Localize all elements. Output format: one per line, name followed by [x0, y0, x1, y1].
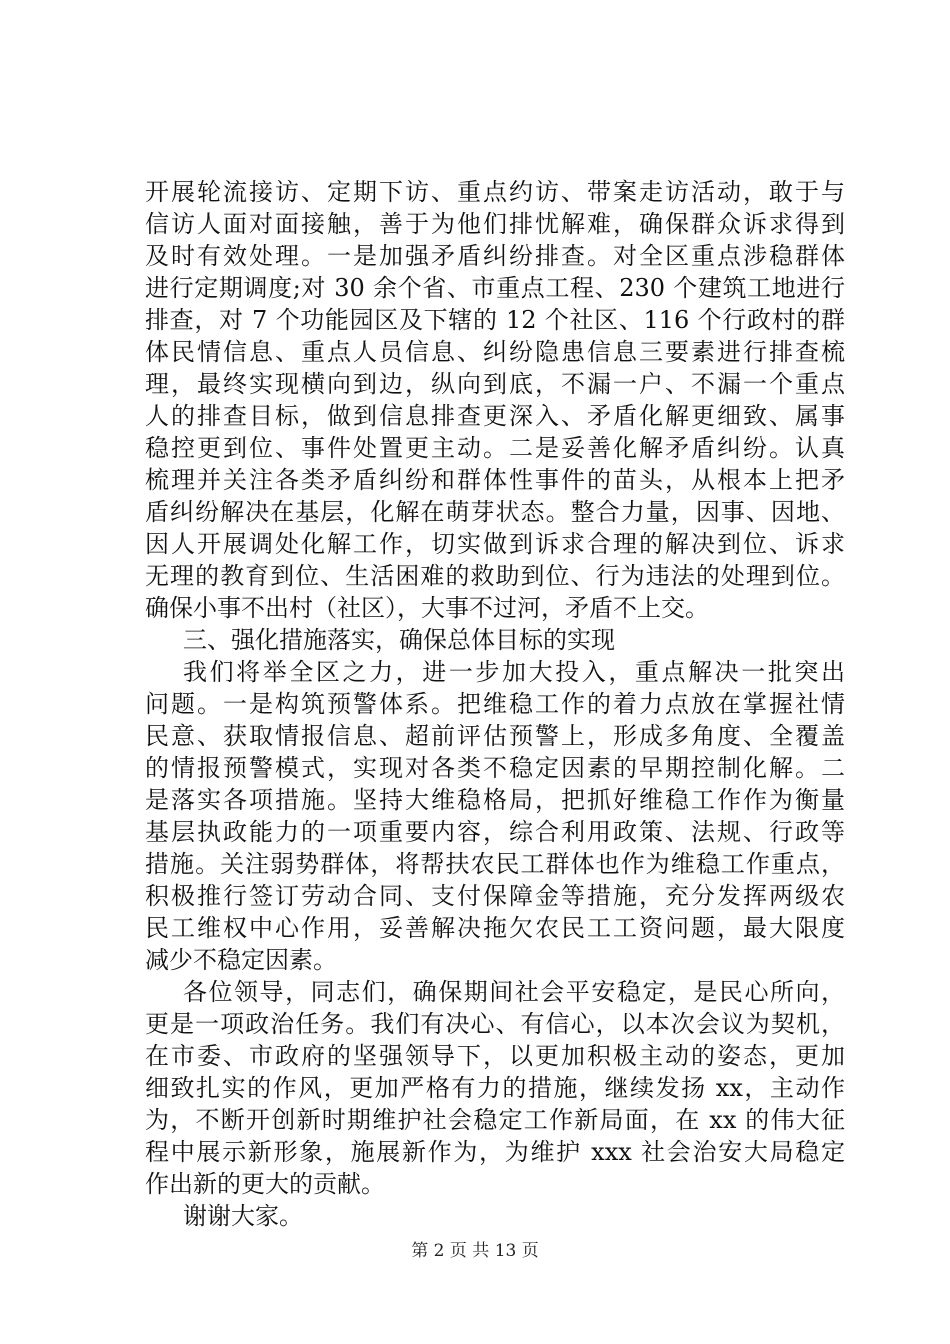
- document-body: [145, 176, 845, 1232]
- text-line: 稳控更到位、事件处置更主动。二是妥善化解矛盾纠纷。认真: [145, 434, 845, 462]
- text-line: 因人开展调处化解工作，切实做到诉求合理的解决到位、诉求: [145, 530, 845, 558]
- text-line: 体民情信息、重点人员信息、纠纷隐患信息三要素进行排查梳: [145, 338, 845, 366]
- text-line: 基层执政能力的一项重要内容，综合利用政策、法规、行政等: [145, 818, 845, 846]
- text-line: 无理的教育到位、生活困难的救助到位、行为违法的处理到位。: [145, 562, 845, 590]
- text-line: 梳理并关注各类矛盾纠纷和群体性事件的苗头，从根本上把矛: [145, 466, 845, 494]
- text-line: 的情报预警模式，实现对各类不稳定因素的早期控制化解。二: [145, 754, 845, 782]
- text-line: 积极推行签订劳动合同、支付保障金等措施，充分发挥两级农: [145, 882, 845, 910]
- text-line: 开展轮流接访、定期下访、重点约访、带案走访活动，敢于与: [145, 178, 845, 206]
- text-line: 细致扎实的作风，更加严格有力的措施，继续发扬 xx，主动作: [145, 1074, 845, 1102]
- text-line: 理，最终实现横向到边，纵向到底，不漏一户、不漏一个重点: [145, 370, 845, 398]
- page-number-footer: 第 2 页 共 13 页: [411, 1241, 539, 1261]
- text-line: 排查，对 7 个功能园区及下辖的 12 个社区、116 个行政村的群: [145, 306, 845, 334]
- text-line: 为，不断开创新时期维护社会稳定工作新局面，在 xx 的伟大征: [145, 1106, 845, 1134]
- text-line: 在市委、市政府的坚强领导下，以更加积极主动的姿态，更加: [145, 1042, 845, 1070]
- text-line: 问题。一是构筑预警体系。把维稳工作的着力点放在掌握社情: [145, 690, 845, 718]
- text-line: 作出新的更大的贡献。: [145, 1170, 385, 1198]
- text-line: 程中展示新形象，施展新作为，为维护 xxx 社会治安大局稳定: [145, 1138, 845, 1166]
- text-line: 盾纠纷解决在基层，化解在萌芽状态。整合力量，因事、因地、: [145, 498, 845, 526]
- text-line: 进行定期调度;对 30 余个省、市重点工程、230 个建筑工地进行: [145, 274, 845, 302]
- text-line: 是落实各项措施。坚持大维稳格局，把抓好维稳工作作为衡量: [145, 786, 845, 814]
- text-line: 措施。关注弱势群体，将帮扶农民工群体也作为维稳工作重点，: [145, 850, 845, 878]
- text-line: 减少不稳定因素。: [145, 946, 337, 974]
- text-line: 确保小事不出村（社区），大事不过河，矛盾不上交。: [145, 594, 709, 622]
- text-line: 谢谢大家。: [183, 1202, 303, 1230]
- text-line: 及时有效处理。一是加强矛盾纠纷排查。对全区重点涉稳群体: [145, 242, 845, 270]
- text-line: 我们将举全区之力，进一步加大投入，重点解决一批突出: [183, 658, 845, 686]
- text-line: 民意、获取情报信息、超前评估预警上，形成多角度、全覆盖: [145, 722, 845, 750]
- text-line: 更是一项政治任务。我们有决心、有信心，以本次会议为契机，: [145, 1010, 845, 1038]
- text-line: 民工维权中心作用，妥善解决拖欠农民工工资问题，最大限度: [145, 914, 845, 942]
- text-line: 人的排查目标，做到信息排查更深入、矛盾化解更细致、属事: [145, 402, 845, 430]
- text-line: 信访人面对面接触，善于为他们排忧解难，确保群众诉求得到: [145, 210, 845, 238]
- text-line: 各位领导，同志们，确保期间社会平安稳定，是民心所向，: [183, 978, 845, 1006]
- text-line: 三、强化措施落实，确保总体目标的实现: [183, 626, 615, 654]
